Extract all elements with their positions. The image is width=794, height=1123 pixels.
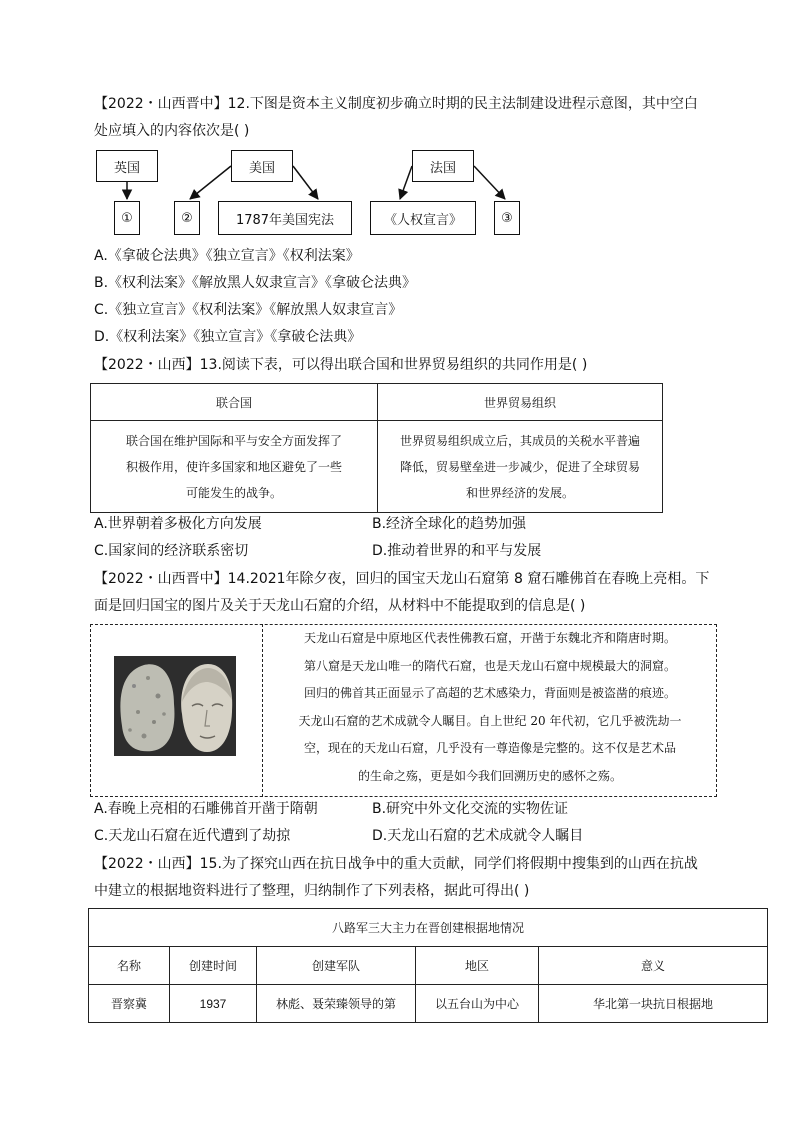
arrow-france-right xyxy=(474,166,505,199)
q12-stem-line2: 处应填入的内容依次是( ) xyxy=(94,123,250,139)
q13-tag: 【2022・山西】 xyxy=(94,357,200,373)
q15-cell-significance: 华北第一块抗日根据地 xyxy=(539,985,768,1023)
arrow-usa-left xyxy=(190,166,231,199)
q13-cell-wto: 世界贸易组织成立后，其成员的关税水平普遍 降低，贸易壁垒进一步减少，促进了全球贸易 和世界经济的发展。 xyxy=(378,421,663,513)
q14-passage: 天龙山石窟是中原地区代表性佛教石窟，开凿于东魏北齐和隋唐时期。 第八窟是天龙山唯一的隋代石窟，也是天龙山石窟中规模最大的洞窟。 回归的佛首其正面显示了高超的艺术感染力，背面则是被盗凿的痕迹。 天龙山石窟的艺术成就令人瞩目。自上世纪 20 年代初，它几乎被洗劫一 空，现在的天龙山石窟，几乎没有一尊造像是完整的。这不仅是艺术品 的生命之殇，更是如今我们回溯历史的感怀之殇。 xyxy=(298,631,682,783)
q14-divider xyxy=(262,624,263,797)
q14-stem-line1: 【2022・山西晋中】14.2021年除夕夜，回归的国宝天龙山石窟第 8 窟石雕佛首在春晚上亮相。下 xyxy=(94,571,710,587)
q15-header-name: 名称 xyxy=(89,947,170,985)
box-blank-2: ② xyxy=(174,201,200,235)
q15-header-time: 创建时间 xyxy=(170,947,257,985)
q13-table xyxy=(90,383,663,513)
box-england: 英国 xyxy=(96,150,158,182)
q12-tag: 【2022・山西晋中】 xyxy=(94,96,228,112)
q15-header-region: 地区 xyxy=(416,947,539,985)
box-france: 法国 xyxy=(412,150,474,182)
q15-cell-name: 晋察冀 xyxy=(89,985,170,1023)
buddha-head-photo xyxy=(114,656,236,756)
diagram-arrows xyxy=(0,0,794,260)
arrow-usa-right xyxy=(293,166,318,199)
table-row xyxy=(89,985,768,1023)
q13-cell-un: 联合国在维护国际和平与安全方面发挥了 积极作用，使许多国家和地区避免了一些 可能发生的战争。 xyxy=(91,421,378,513)
q15-table-title: 八路军三大主力在晋创建根据地情况 xyxy=(89,909,768,947)
q12-option-d[interactable]: D.《权利法案》《独立宣言》《拿破仑法典》 xyxy=(94,329,362,345)
q14-option-a[interactable]: A.春晚上亮相的石雕佛首开凿于隋朝 xyxy=(94,801,318,817)
q12-option-b[interactable]: B.《权利法案》《解放黑人奴隶宣言》《拿破仑法典》 xyxy=(94,275,417,291)
q15-cell-region: 以五台山为中心 xyxy=(416,985,539,1023)
arrow-france-left xyxy=(400,166,412,199)
q15-cell-army: 林彪、聂荣臻领导的第 xyxy=(257,985,416,1023)
q13-option-d[interactable]: D.推动着世界的和平与发展 xyxy=(372,543,542,559)
q14-option-b[interactable]: B.研究中外文化交流的实物佐证 xyxy=(372,801,569,817)
q15-tag: 【2022・山西】 xyxy=(94,856,200,872)
box-usa: 美国 xyxy=(231,150,293,182)
q15-stem-line1: 【2022・山西】15.为了探究山西在抗日战争中的重大贡献，同学们将假期中搜集到的山西在抗战 xyxy=(94,856,698,872)
q13-option-a[interactable]: A.世界朝着多极化方向发展 xyxy=(94,516,262,532)
buddha-head-front xyxy=(181,664,232,752)
q14-option-d[interactable]: D.天龙山石窟的艺术成就令人瞩目 xyxy=(372,828,584,844)
q15-table xyxy=(88,908,768,1023)
q14-stem-line2: 面是回归国宝的图片及关于天龙山石窟的介绍，从材料中不能提取到的信息是( ) xyxy=(94,598,586,614)
q12-option-a[interactable]: A.《拿破仑法典》《独立宣言》《权利法案》 xyxy=(94,248,360,264)
q13-stem: 【2022・山西】13.阅读下表，可以得出联合国和世界贸易组织的共同作用是( ) xyxy=(94,357,588,373)
q12-option-c[interactable]: C.《独立宣言》《权利法案》《解放黑人奴隶宣言》 xyxy=(94,302,403,318)
box-blank-1: ① xyxy=(114,201,140,235)
q13-header-wto: 世界贸易组织 xyxy=(378,384,663,421)
q15-header-army: 创建军队 xyxy=(257,947,416,985)
q15-header-significance: 意义 xyxy=(539,947,768,985)
box-us-constitution: 1787年美国宪法 xyxy=(218,201,352,235)
q13-option-b[interactable]: B.经济全球化的趋势加强 xyxy=(372,516,527,532)
q15-stem-line2: 中建立的根据地资料进行了整理，归纳制作了下列表格，据此可得出( ) xyxy=(94,883,530,899)
q12-stem-line1: 【2022・山西晋中】12.下图是资本主义制度初步确立时期的民主法制建设进程示意图，其中空白 xyxy=(94,96,698,112)
q15-cell-time: 1937 xyxy=(170,985,257,1023)
box-blank-3: ③ xyxy=(494,201,520,235)
q13-option-c[interactable]: C.国家间的经济联系密切 xyxy=(94,543,249,559)
buddha-head-back xyxy=(120,664,174,751)
q14-tag: 【2022・山西晋中】 xyxy=(94,571,228,587)
box-declaration: 《人权宣言》 xyxy=(370,201,476,235)
q14-option-c[interactable]: C.天龙山石窟在近代遭到了劫掠 xyxy=(94,828,291,844)
q13-header-un: 联合国 xyxy=(91,384,378,421)
